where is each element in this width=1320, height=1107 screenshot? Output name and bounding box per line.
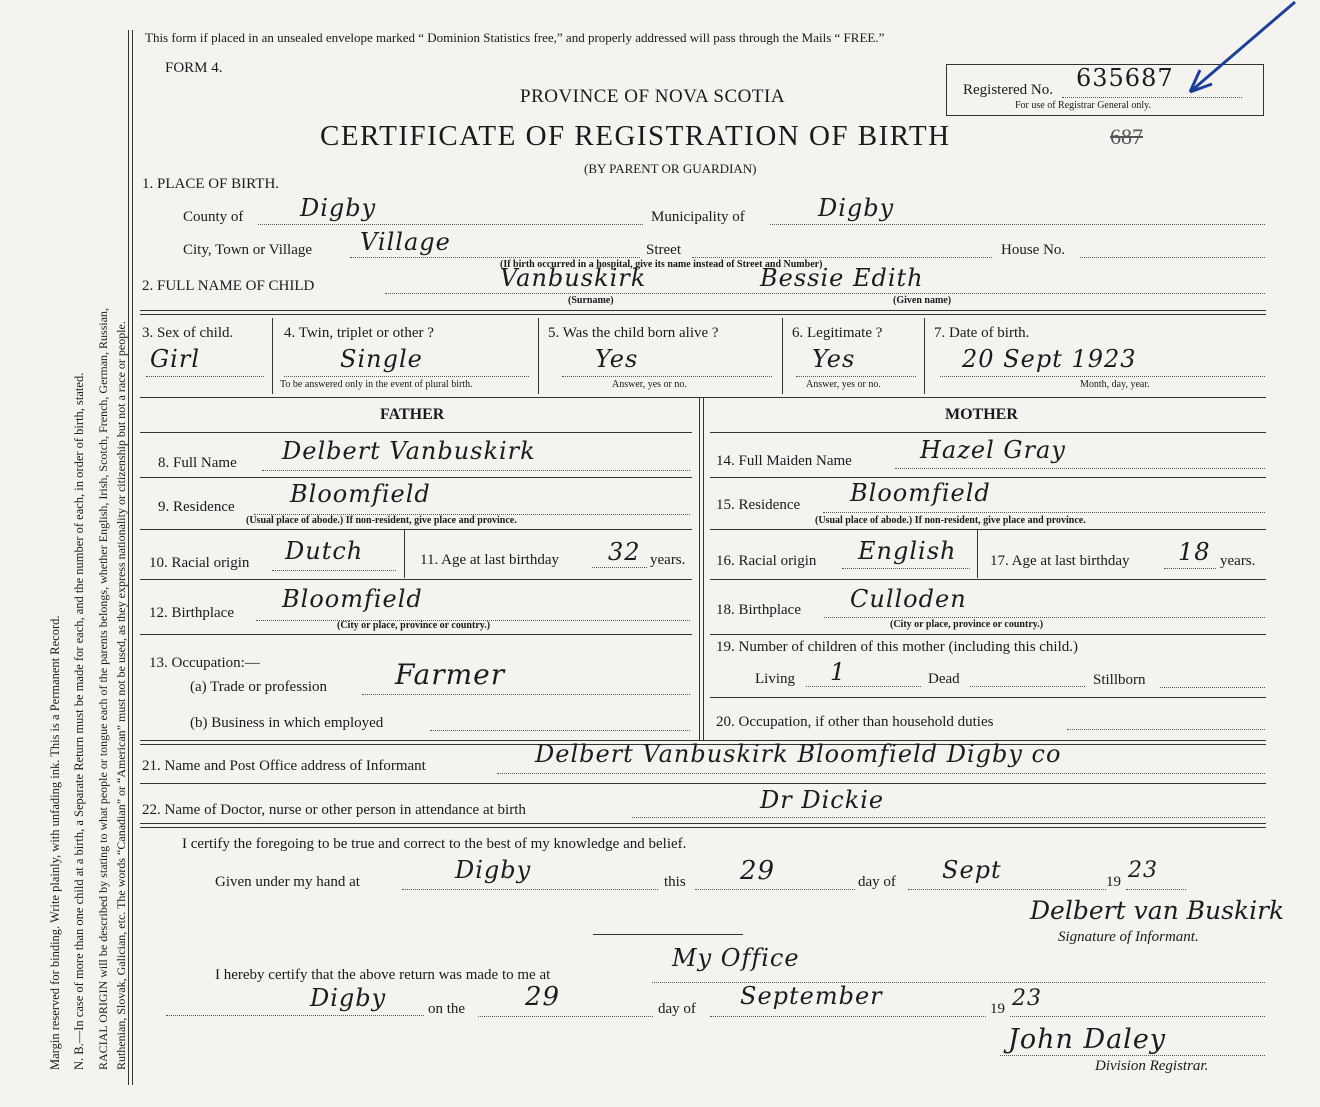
row-rule: [140, 783, 1266, 784]
mother-racial-line: [842, 568, 970, 569]
column-divider: [703, 398, 704, 740]
given-year-suffix: 23: [1128, 858, 1158, 883]
father-birthplace-value: Bloomfield: [282, 585, 423, 613]
living-line: [806, 686, 921, 687]
dead-line: [970, 686, 1085, 687]
registrar-month-value: September: [740, 982, 883, 1010]
living-value: 1: [830, 658, 847, 686]
doctor-label: 22. Name of Doctor, nurse or other person in attendance at birth: [142, 802, 526, 818]
city-line: [350, 257, 640, 258]
legitimate-note: Answer, yes or no.: [806, 379, 881, 390]
living-label: Living: [755, 671, 795, 687]
county-line: [258, 224, 643, 225]
given-day-value: 29: [740, 856, 776, 886]
mother-name-value: Hazel Gray: [920, 436, 1066, 464]
business-label: (b) Business in which employed: [190, 715, 384, 731]
registrar-note: For use of Registrar General only.: [1015, 100, 1151, 111]
given-under-label: Given under my hand at: [215, 874, 360, 890]
on-the-label: on the: [428, 1001, 466, 1017]
given-month-line: [908, 889, 1106, 890]
cell-divider: [272, 318, 273, 394]
alive-value: Yes: [595, 345, 639, 373]
occupation-label: 13. Occupation:—: [149, 655, 260, 671]
mother-birthplace-label: 18. Birthplace: [716, 602, 801, 618]
county-label: County of: [183, 209, 244, 225]
child-name-label: 2. FULL NAME OF CHILD: [142, 278, 315, 294]
mother-birthplace-line: [824, 617, 1265, 618]
row-rule: [710, 529, 1266, 530]
section-divider: [140, 310, 1266, 315]
given-year-prefix: 19: [1106, 874, 1121, 890]
municipality-value: Digby: [818, 194, 895, 222]
margin-rule: [132, 30, 133, 1085]
children-count-label: 19. Number of children of this mother (including this child.): [716, 639, 1079, 655]
municipality-label: Municipality of: [651, 209, 745, 225]
business-line: [430, 730, 690, 731]
given-year-line: [1126, 889, 1186, 890]
alive-label: 5. Was the child born alive ?: [548, 325, 719, 341]
mother-racial-value: English: [858, 537, 957, 565]
row-rule: [710, 432, 1266, 433]
twin-label: 4. Twin, triplet or other ?: [284, 325, 434, 341]
father-birthplace-note: (City or place, province or country.): [337, 620, 491, 631]
cell-divider: [977, 530, 978, 578]
father-birthplace-label: 12. Birthplace: [149, 605, 234, 621]
margin-note-racial-origin-cont: Ruthenian, Slovak, Galician, etc. The words “Canadian” or “American” must not be used, as they express nationality or citizenship but not a race or people.: [114, 321, 128, 1070]
registrar-year-prefix: 19: [990, 1001, 1005, 1017]
registrar-statement: I hereby certify that the above return was made to me at: [215, 967, 551, 983]
mother-name-label: 14. Full Maiden Name: [716, 453, 852, 469]
registrar-caption: Division Registrar.: [1095, 1058, 1209, 1074]
street-label: Street: [646, 242, 681, 258]
mother-heading: MOTHER: [945, 406, 1018, 423]
father-racial-label: 10. Racial origin: [149, 555, 250, 571]
alive-note: Answer, yes or no.: [612, 379, 687, 390]
surname-caption: (Surname): [568, 295, 614, 306]
row-rule: [140, 477, 692, 478]
stillborn-line: [1160, 687, 1265, 688]
dob-note: Month, day, year.: [1080, 379, 1150, 390]
margin-note-multiple-births: N. B.—In case of more than one child at a birth, a Separate Return must be made for each, and the number of each, in order of birth, stated.: [72, 372, 86, 1070]
row-rule: [140, 432, 692, 433]
document-subtitle: (BY PARENT OR GUARDIAN): [584, 161, 757, 176]
child-given-name: Bessie Edith: [760, 264, 924, 292]
registrar-place-line: [166, 1015, 424, 1016]
struck-number: 687: [1110, 124, 1143, 149]
trade-line: [362, 694, 690, 695]
mother-age-label: 17. Age at last birthday: [990, 553, 1130, 569]
row-rule: [710, 579, 1266, 580]
registered-label: Registered No.: [963, 82, 1053, 98]
father-residence-label: 9. Residence: [158, 499, 235, 515]
mail-note: This form if placed in an unsealed envelope marked “ Dominion Statistics free,” and properly addressed will pass through the Mails “ FREE.”: [145, 30, 885, 45]
informant-line: [497, 773, 1265, 774]
section-divider: [140, 823, 1266, 828]
mother-residence-line: [823, 512, 1265, 513]
margin-note-binding: Margin reserved for binding. Write plainly, with unfading ink. This is a Permanent Record.: [48, 615, 62, 1070]
trade-value: Farmer: [395, 658, 506, 691]
alive-line: [562, 376, 772, 377]
doctor-value: Dr Dickie: [760, 786, 885, 814]
registrar-year-suffix: 23: [1012, 986, 1042, 1011]
mother-residence-note: (Usual place of abode.) If non-resident, give place and province.: [815, 515, 1086, 526]
mother-name-line: [895, 468, 1265, 469]
twin-value: Single: [340, 345, 423, 373]
father-name-value: Delbert Vanbuskirk: [282, 437, 536, 465]
row-rule: [140, 579, 692, 580]
row-rule: [140, 529, 692, 530]
sex-line: [146, 376, 264, 377]
cell-divider: [924, 318, 925, 394]
mother-age-value: 18: [1178, 538, 1211, 566]
row-rule: [140, 634, 692, 635]
place-section-label: 1. PLACE OF BIRTH.: [142, 176, 280, 192]
mother-occupation-line: [1067, 729, 1265, 730]
child-name-line: [385, 293, 1265, 294]
given-name-caption: (Given name): [893, 295, 952, 306]
mother-racial-label: 16. Racial origin: [716, 553, 817, 569]
registrar-month-line: [710, 1016, 986, 1017]
sex-label: 3. Sex of child.: [142, 325, 234, 341]
hospital-note: (If birth occurred in a hospital, give its name instead of Street and Number): [500, 259, 823, 270]
given-month-value: Sept: [942, 856, 1002, 884]
province-heading: PROVINCE OF NOVA SCOTIA: [520, 86, 786, 107]
dob-line: [940, 376, 1265, 377]
margin-note-racial-origin: RACIAL ORIGIN will be described by stating to what people or tongue each of the parents belongs, whether English, Irish, Scotch, French, German, Russian,: [96, 307, 110, 1070]
child-surname: Vanbuskirk: [500, 264, 647, 292]
father-residence-value: Bloomfield: [290, 480, 431, 508]
father-residence-note: (Usual place of abode.) If non-resident, give place and province.: [246, 515, 517, 526]
father-heading: FATHER: [380, 406, 445, 423]
legitimate-label: 6. Legitimate ?: [792, 325, 883, 341]
dead-label: Dead: [928, 671, 960, 687]
legitimate-value: Yes: [812, 345, 856, 373]
informant-signature: Delbert van Buskirk: [1030, 896, 1285, 925]
informant-signature-caption: Signature of Informant.: [1058, 929, 1199, 945]
father-age-value: 32: [608, 538, 641, 566]
doctor-line: [632, 817, 1265, 818]
row-rule: [710, 634, 1266, 635]
twin-note: To be answered only in the event of plural birth.: [280, 379, 473, 390]
sex-value: Girl: [150, 345, 200, 373]
check-mark-icon: [1180, 0, 1300, 100]
given-day-line: [695, 889, 855, 890]
form-number: FORM 4.: [165, 60, 223, 76]
twin-line: [284, 376, 529, 377]
county-value: Digby: [300, 194, 377, 222]
stillborn-label: Stillborn: [1093, 672, 1146, 688]
this-label: this: [664, 874, 686, 890]
column-divider: [699, 398, 700, 740]
legitimate-line: [796, 376, 916, 377]
mother-occupation-label: 20. Occupation, if other than household duties: [716, 714, 994, 730]
registrar-year-line: [1010, 1016, 1265, 1017]
registrar-day-of-label: day of: [658, 1001, 696, 1017]
house-number-line: [1080, 257, 1265, 258]
dob-value: 20 Sept 1923: [962, 345, 1137, 373]
registrar-signature-line: [1000, 1055, 1265, 1056]
cell-divider: [782, 318, 783, 394]
father-name-line: [262, 470, 690, 471]
registrar-signature: John Daley: [1008, 1024, 1167, 1055]
given-day-of-label: day of: [858, 874, 896, 890]
separator-rule: [593, 934, 743, 935]
trade-label: (a) Trade or profession: [190, 679, 328, 695]
mother-residence-value: Bloomfield: [850, 479, 991, 507]
registrar-place-value: Digby: [310, 984, 387, 1012]
house-number-label: House No.: [1001, 242, 1066, 258]
father-age-years: years.: [650, 552, 686, 568]
mother-birthplace-note: (City or place, province or country.): [890, 619, 1044, 630]
given-place-value: Digby: [455, 856, 532, 884]
mother-age-years: years.: [1220, 553, 1256, 569]
city-value: Village: [360, 228, 451, 256]
row-rule: [710, 477, 1266, 478]
registrar-day-line: [478, 1016, 653, 1017]
informant-value: Delbert Vanbuskirk Bloomfield Digby co: [535, 740, 1062, 768]
municipality-line: [770, 224, 1265, 225]
father-age-line: [592, 567, 647, 568]
father-age-label: 11. Age at last birthday: [420, 552, 559, 568]
cell-divider: [404, 530, 405, 578]
given-place-line: [402, 889, 658, 890]
street-line: [692, 257, 992, 258]
certify-statement: I certify the foregoing to be true and correct to the best of my knowledge and belief.: [182, 836, 687, 852]
mother-birthplace-value: Culloden: [850, 585, 967, 613]
city-label: City, Town or Village: [183, 242, 313, 258]
father-racial-value: Dutch: [285, 537, 364, 565]
row-rule: [710, 697, 1266, 698]
informant-label: 21. Name and Post Office address of Informant: [142, 758, 426, 774]
registrar-office-value: My Office: [672, 944, 800, 972]
father-name-label: 8. Full Name: [158, 455, 237, 471]
dob-label: 7. Date of birth.: [934, 325, 1030, 341]
mother-residence-label: 15. Residence: [716, 497, 801, 513]
mother-age-line: [1164, 568, 1216, 569]
document-title: CERTIFICATE OF REGISTRATION OF BIRTH: [320, 120, 951, 152]
father-racial-line: [272, 570, 396, 571]
registrar-day-value: 29: [525, 982, 561, 1012]
cell-divider: [538, 318, 539, 394]
registered-number: 635687: [1076, 64, 1174, 92]
